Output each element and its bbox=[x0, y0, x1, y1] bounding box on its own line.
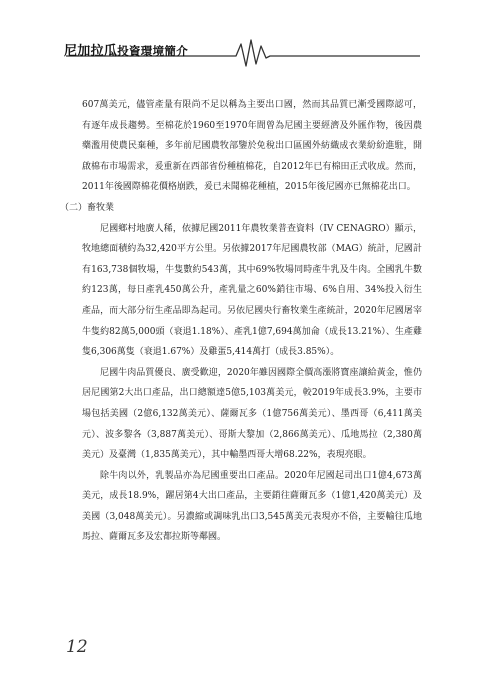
section-heading-livestock: （二）畜牧業 bbox=[60, 202, 115, 213]
paragraph-beef-exports: 尼國牛肉品質優良、廣受歡迎，2020年雖因國際全價高漲將寶座讓給黃金，惟仍居尼國第2大出口產品，出口總額達5億5,103萬美元，較2019年成長3.9%，主要市場包括美國（2億6,132萬美元）、薩爾瓦多（1億756萬美元）、墨西哥（6,411萬美元）、波多黎各（3,887萬美元）、哥斯大黎加（2,866萬美元）、瓜地馬拉（2,380萬美元）及臺灣（1,835萬美元），其中輸墨西哥大增68.22%，表現亮眼。 bbox=[82, 367, 422, 461]
paragraph-cotton: 607萬美元，儘管產量有限尚不足以稱為主要出口國，然而其品質已漸受國際認可，有逐年成長趨勢。至棉花於1960至1970年間曾為尼國主要經濟及外匯作物，後因農藥濫用使農民棄種，多年前尼國農牧部鑒於免稅出口區國外紡織成衣業紛紛進駐，開啟棉布市場需求，爰重新在西部省份種植棉花，自2012年已有棉田正式收成。然而，2011年後國際棉花價格崩跌，爰已未聞棉花種植，2015年後尼國亦已無棉花出口。 bbox=[82, 100, 422, 193]
header-line-decoration bbox=[0, 0, 480, 70]
header-title-sub: 投資環境簡介 bbox=[117, 44, 189, 58]
body-text bbox=[60, 95, 422, 548]
header-title-main: 尼加拉瓜 bbox=[64, 44, 118, 59]
header-title bbox=[64, 40, 188, 59]
page-header bbox=[0, 0, 480, 70]
paragraph-dairy-exports: 除牛肉以外，乳製品亦為尼國重要出口產品。2020年尼國起司出口1億4,673萬美元，成長18.9%，躍居第4大出口產品，主要銷往薩爾瓦多（1億1,420萬美元）及美國（3,048萬美元）。另濃縮或調味乳出口3,545萬美元表現亦不俗，主要輸往瓜地馬拉、薩爾瓦多及宏都拉斯等鄰國。 bbox=[82, 470, 422, 543]
paragraph-livestock-census: 尼國鄉村地廣人稀，依據尼國2011年農牧業普查資料（IV CENAGRO）顯示，牧地總面積約為32,420平方公里。另依據2017年尼國農牧部（MAG）統計，尼國計有163,738個牧場，牛隻數約543萬，其中69%牧場同時產牛乳及牛肉。全國乳牛數約123萬，每日產乳450萬公升，產乳量之60%銷往市場、6%自用、34%投入衍生產品，而大部分衍生產品即為起司。另依尼國央行畜牧業生產統計，2020年尼國屠宰牛隻約82萬5,000頭（衰退1.18%）、產乳1億7,694萬加侖（成長13.21%）、生產雞隻6,306萬隻（衰退1.67%）及雞蛋5,414萬打（成長3.85%）。 bbox=[82, 223, 422, 358]
page-number: 12 bbox=[66, 637, 88, 657]
